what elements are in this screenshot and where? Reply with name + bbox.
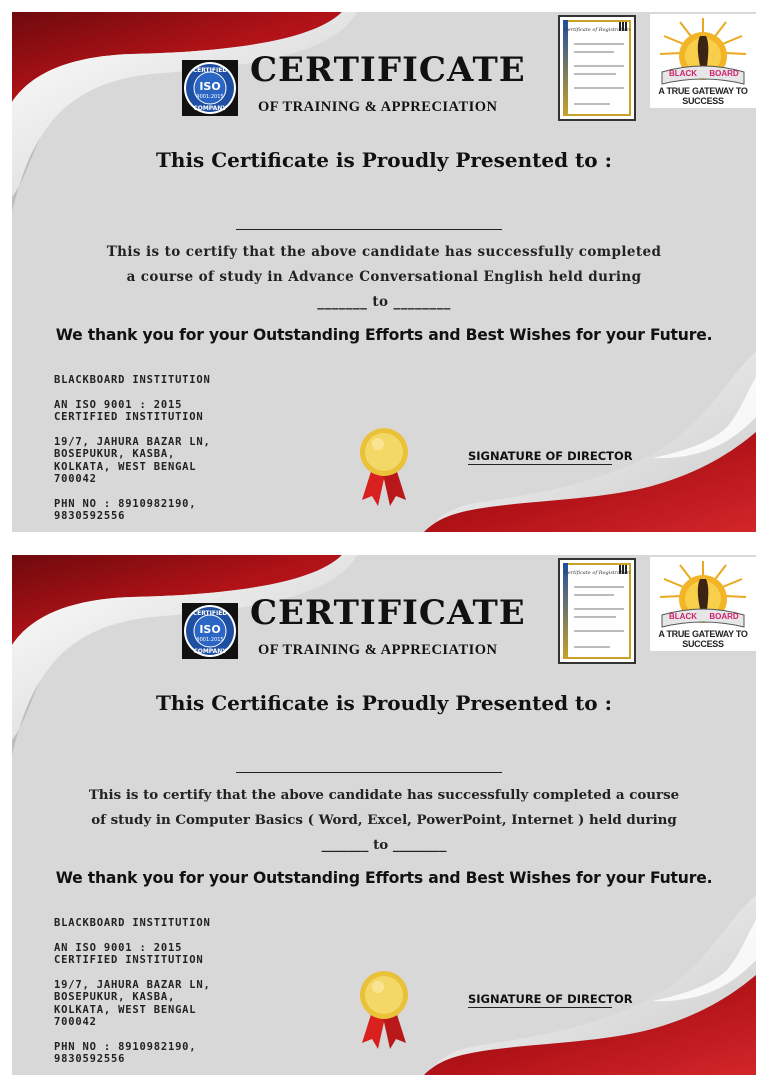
registration-certificate-thumbnail: Certificate of Registration (558, 15, 636, 121)
recipient-name-line (236, 772, 502, 773)
iso-certified-badge (182, 60, 238, 116)
svg-text:ISO: ISO (199, 623, 221, 636)
thanks-message: We thank you for your Outstanding Efforts and Best Wishes for your Future. (55, 326, 713, 344)
gold-medal-icon (358, 969, 410, 1055)
svg-text:CERTIFIED: CERTIFIED (192, 610, 228, 617)
certificate (12, 12, 756, 532)
blackboard-logo (650, 14, 756, 108)
svg-text:BLACK: BLACK (669, 69, 697, 78)
signature-line (468, 464, 612, 465)
svg-text:9001:2015: 9001:2015 (196, 637, 224, 643)
svg-text:9001:2015: 9001:2015 (196, 94, 224, 100)
svg-text:BOARD: BOARD (709, 612, 739, 621)
signature-label: SIGNATURE OF DIRECTOR (468, 992, 633, 1006)
presented-to-heading: This Certificate is Proudly Presented to : (156, 691, 612, 715)
certificate (12, 555, 756, 1075)
signature-line (468, 1007, 612, 1008)
certificate-subtitle: OF TRAINING & APPRECIATION (258, 642, 498, 658)
signature-label: SIGNATURE OF DIRECTOR (468, 449, 633, 463)
certificate-subtitle: OF TRAINING & APPRECIATION (258, 99, 498, 115)
institution-name: BLACKBOARD INSTITUTION (54, 917, 211, 929)
institution-name: BLACKBOARD INSTITUTION (54, 374, 211, 386)
gold-medal-icon (358, 426, 410, 512)
certify-statement: This is to certify that the above candidate has successfully completed a course of study in Computer Basics ( Word, Excel, PowerPoint, Internet ) held during _______ to ________ (88, 787, 680, 853)
svg-text:COMPANY: COMPANY (193, 105, 227, 112)
logo-tagline: A TRUE GATEWAY TO SUCCESS (658, 86, 748, 106)
presented-to-heading: This Certificate is Proudly Presented to : (156, 148, 612, 172)
certify-statement: This is to certify that the above candidate has successfully completed a course of study in Advance Conversational English held during _______ to ________ (106, 244, 662, 310)
svg-text:ISO: ISO (199, 80, 221, 93)
svg-text:BOARD: BOARD (709, 69, 739, 78)
certificate-title: CERTIFICATE (250, 593, 526, 633)
iso-certified-badge (182, 603, 238, 659)
svg-text:COMPANY: COMPANY (193, 648, 227, 655)
blackboard-logo (650, 557, 756, 651)
institution-info: BLACKBOARD INSTITUTION AN ISO 9001 : 2015 CERTIFIED INSTITUTION 19/7, JAHURA BAZAR LN, BOSEPUKUR, KASBA, KOLKATA, WEST BENGAL 700042 PHN NO : 8910982190, 9830592556 (54, 374, 274, 523)
svg-text:CERTIFIED: CERTIFIED (192, 67, 228, 74)
recipient-name-line (236, 229, 502, 230)
sun-book-logo-icon (650, 557, 756, 637)
institution-info: BLACKBOARD INSTITUTION AN ISO 9001 : 2015 CERTIFIED INSTITUTION 19/7, JAHURA BAZAR LN, BOSEPUKUR, KASBA, KOLKATA, WEST BENGAL 700042 PHN NO : 8910982190, 9830592556 (54, 917, 274, 1066)
logo-tagline: A TRUE GATEWAY TO SUCCESS (658, 629, 748, 649)
thanks-message: We thank you for your Outstanding Efforts and Best Wishes for your Future. (55, 869, 713, 887)
svg-text:BLACK: BLACK (669, 612, 697, 621)
registration-certificate-thumbnail: Certificate of Registration (558, 558, 636, 664)
certificate-title: CERTIFICATE (250, 50, 526, 90)
sun-book-logo-icon (650, 14, 756, 94)
